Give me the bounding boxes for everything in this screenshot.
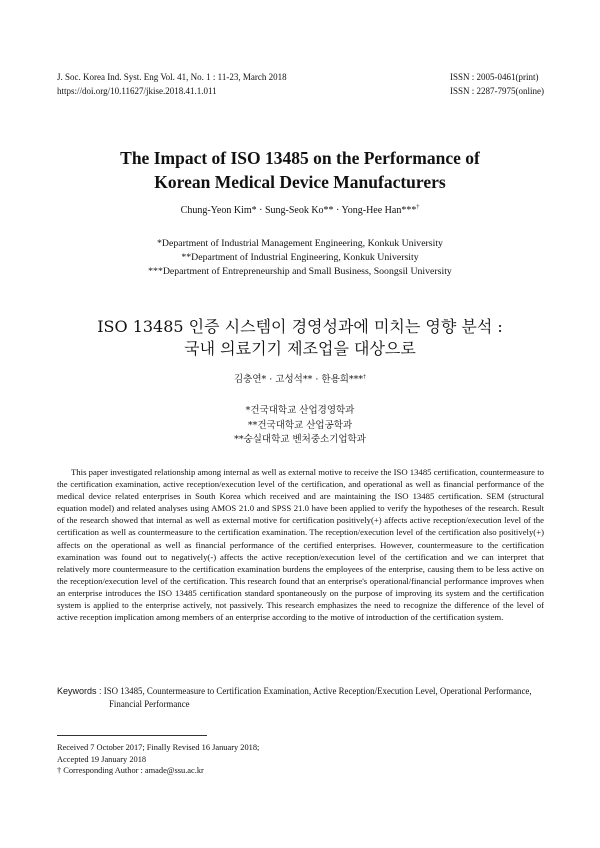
doi-link[interactable]: https://doi.org/10.11627/jkise.2018.41.1.011 [57,86,217,96]
footnotes [57,742,259,777]
corresponding-author-email: Corresponding Author : amade@ssu.ac.kr [63,766,204,775]
paper-title-en-line1: The Impact of ISO 13485 on the Performance of [120,148,480,168]
journal-header [57,70,287,98]
journal-citation: J. Soc. Korea Ind. Syst. Eng Vol. 41, No. 1 : 11-23, March 2018 [57,72,287,82]
affiliation-en-2: **Department of Industrial Engineering, Konkuk University [181,252,419,263]
paper-title-ko [0,316,600,360]
accepted-date: Accepted 19 January 2018 [57,754,147,764]
abstract: This paper investigated relationship among internal as well as external motive to receive the ISO 13485 certification, countermeasure to the certification examination, active reception/execution level of the certification, and operational as well as financial performance of the medical device related enterprises in South Korea which received and are maintaining the ISO 13485 certification. SEM (structural equation model) and related analyses using AMOS 21.0 and SPSS 21.0 have been applied to verify the hypotheses of the research. Result of the research showed that internal as well as external motive for certification positively(+) affects active reception/execution level of the certification as well as countermeasure to the certification examination. The reception/execution level of the certification also positively(+) affects on the operational as well as financial performance of the certified enterprises. However, countermeasure to the certification examination was found out to negatively(-) affects the active reception/execution level of the certification and we can interpret that relatively more countermeasure to the certification examination burdens the employees of the enterprise, causing them to be less active on the reception/execution level of the certification. This research found that an enterprise's operational/financial performance improves when an enterprise introduces the ISO 13485 certification standard spontaneously on the purpose of improving its system and the certification system is applied to the enterprise actively, not passively. This research emphasizes the need to recognize the difference of the level of active reception implication among members of an enterprise according to the motive of introduction of the certification system. [57,467,544,623]
corresponding-mark: † [57,766,62,775]
keywords-label: Keywords : [57,686,102,696]
corresponding-author [57,765,259,777]
keywords-list-line1: ISO 13485, Countermeasure to Certification Examination, Active Reception/Execution Level, Operational Performance, [103,686,532,696]
authors-ko-names: 김충연* · 고성석** · 한용희*** [233,374,364,385]
affiliation-ko-1: *건국대학교 산업경영학과 [245,405,355,416]
keywords [57,685,544,710]
affiliations-ko [0,404,600,448]
paper-title-ko-line2: 국내 의료기기 제조업을 대상으로 [184,339,416,358]
authors-en [0,205,600,216]
paper-title-ko-line1: ISO 13485 인증 시스템이 경영성과에 미치는 영향 분석 : [97,317,503,336]
paper-title-en-line2: Korean Medical Device Manufacturers [154,172,446,192]
issn-print: ISSN : 2005-0461(print) [450,72,539,82]
footnote-divider [57,735,207,736]
affiliation-en-1: *Department of Industrial Management Engineering, Konkuk University [157,238,443,249]
authors-en-names: Chung-Yeon Kim* · Sung-Seok Ko** · Yong-Hee Han*** [180,205,417,216]
paper-title-en [0,146,600,194]
affiliation-ko-3: **숭실대학교 벤처중소기업학과 [234,434,366,445]
authors-ko [0,371,600,385]
affiliation-ko-2: **건국대학교 산업공학과 [247,419,353,431]
issn-online: ISSN : 2287-7975(online) [450,86,544,96]
affiliation-en-3: ***Department of Entrepreneurship and Small Business, Soongsil University [148,266,452,277]
corresponding-mark-en: † [416,204,420,211]
affiliations-en [0,237,600,279]
keywords-list-line2: Financial Performance [109,698,190,709]
corresponding-mark-ko: † [363,373,367,380]
issn-block [450,70,544,98]
received-date: Received 7 October 2017; Finally Revised 16 January 2018; [57,743,260,752]
